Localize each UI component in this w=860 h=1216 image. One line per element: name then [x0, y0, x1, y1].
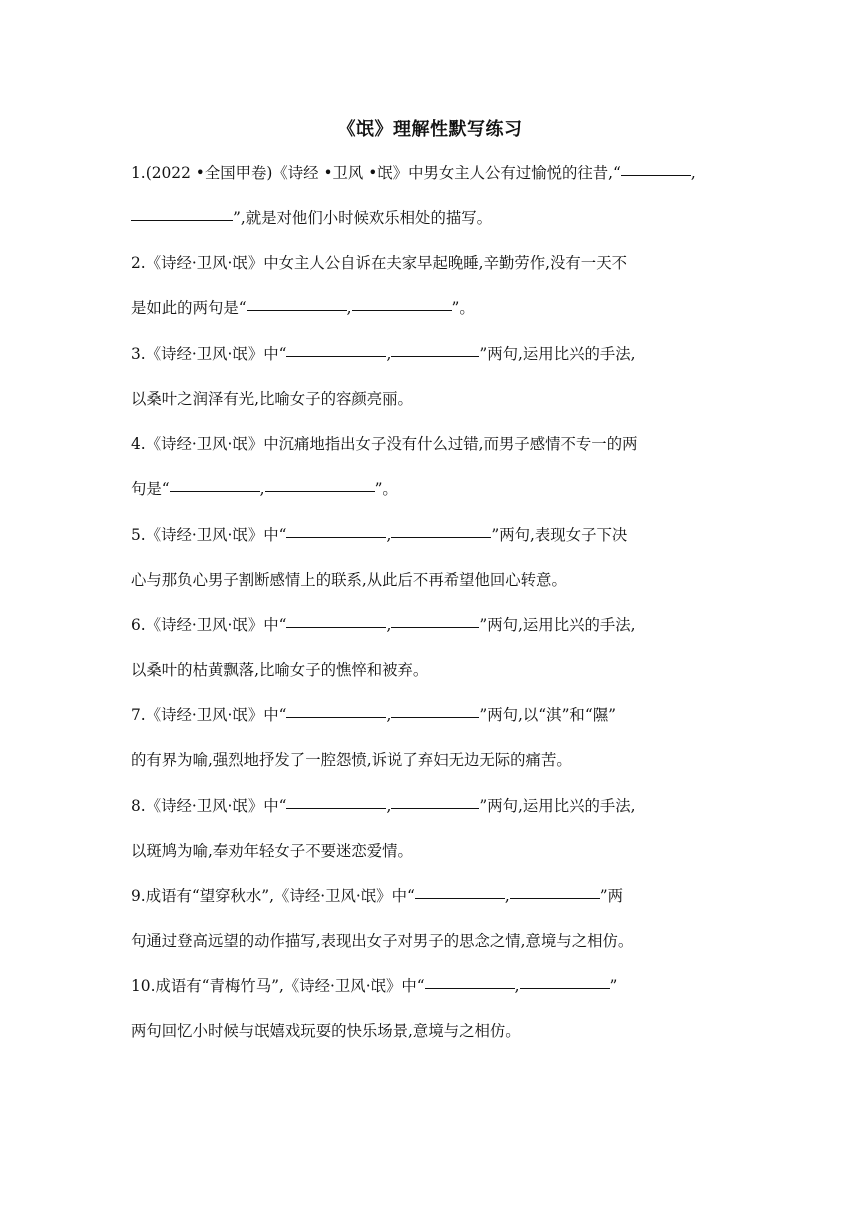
answer-blank[interactable] — [415, 880, 505, 899]
answer-blank[interactable] — [286, 338, 386, 357]
answer-blank[interactable] — [286, 609, 386, 628]
question-line — [131, 332, 731, 377]
question-text: 是如此的两句是“ — [131, 299, 247, 317]
answer-blank[interactable] — [391, 519, 491, 538]
blank-separator: , — [386, 616, 392, 634]
question-line — [131, 829, 731, 874]
question-number: 2. — [131, 254, 146, 272]
question-10 — [131, 964, 731, 1054]
question-text: ”两句,以“淇”和“隰” — [479, 706, 616, 724]
answer-blank[interactable] — [286, 699, 386, 718]
question-text: (2022 •全国甲卷)《诗经 •卫风 •氓》中男女主人公有过愉悦的往昔,“ — [145, 164, 621, 182]
blank-separator: , — [504, 887, 510, 905]
question-line — [131, 286, 731, 331]
question-line — [131, 422, 731, 467]
question-line — [131, 738, 731, 783]
question-text: ”两句,运用比兴的手法, — [479, 616, 636, 634]
question-5 — [131, 513, 731, 603]
question-3 — [131, 332, 731, 422]
question-9 — [131, 874, 731, 964]
question-line — [131, 377, 731, 422]
blank-separator: , — [386, 797, 392, 815]
blank-separator: , — [386, 526, 392, 544]
page-title: 《氓》理解性默写练习 — [337, 119, 523, 140]
answer-blank[interactable] — [286, 519, 386, 538]
question-text: ”。 — [374, 480, 398, 498]
question-line — [131, 467, 731, 512]
answer-blank[interactable] — [425, 970, 515, 989]
answer-blank[interactable] — [520, 970, 610, 989]
question-text: ”两句,运用比兴的手法, — [479, 797, 636, 815]
question-line — [131, 1009, 731, 1054]
question-text: ”,就是对他们小时候欢乐相处的描写。 — [233, 209, 493, 227]
question-line — [131, 874, 731, 919]
question-text: 《诗经·卫风·氓》中“ — [145, 345, 287, 363]
question-text: 《诗经·卫风·氓》中“ — [145, 706, 287, 724]
question-text: 句通过登高远望的动作描写,表现出女子对男子的思念之情,意境与之相仿。 — [131, 932, 634, 950]
question-text: ”两句,运用比兴的手法, — [479, 345, 636, 363]
question-number: 1. — [131, 164, 146, 182]
answer-blank[interactable] — [131, 202, 233, 221]
question-line — [131, 196, 731, 241]
question-text: 《诗经·卫风·氓》中“ — [145, 616, 287, 634]
answer-blank[interactable] — [510, 880, 600, 899]
blank-separator: , — [386, 706, 392, 724]
question-text: 的有界为喻,强烈地抒发了一腔怨愤,诉说了弃妇无边无际的痛苦。 — [131, 751, 572, 769]
question-2 — [131, 241, 731, 331]
question-number: 10. — [131, 977, 156, 995]
answer-blank[interactable] — [265, 473, 375, 492]
answer-blank[interactable] — [352, 292, 452, 311]
answer-blank[interactable] — [170, 473, 260, 492]
question-4 — [131, 422, 731, 512]
question-line — [131, 693, 731, 738]
question-text: 以桑叶的枯黄飘落,比喻女子的憔悴和被弃。 — [131, 661, 429, 679]
question-number: 7. — [131, 706, 146, 724]
question-line — [131, 784, 731, 829]
question-number: 6. — [131, 616, 146, 634]
blank-separator: , — [346, 299, 352, 317]
question-text: 《诗经·卫风·氓》中“ — [145, 526, 287, 544]
question-text: 句是“ — [131, 480, 170, 498]
question-line — [131, 151, 731, 196]
question-text: 《诗经·卫风·氓》中“ — [145, 797, 287, 815]
question-text: 以桑叶之润泽有光,比喻女子的容颜亮丽。 — [131, 390, 413, 408]
answer-blank[interactable] — [391, 338, 479, 357]
question-number: 3. — [131, 345, 146, 363]
question-1 — [131, 151, 731, 241]
answer-blank[interactable] — [391, 699, 479, 718]
question-line — [131, 558, 731, 603]
question-line — [131, 648, 731, 693]
question-number: 5. — [131, 526, 146, 544]
answer-blank[interactable] — [247, 292, 347, 311]
question-8 — [131, 784, 731, 874]
question-text: ”两 — [599, 887, 624, 905]
question-text: 成语有“望穿秋水”,《诗经·卫风·氓》中“ — [145, 887, 415, 905]
answer-blank[interactable] — [391, 609, 479, 628]
question-text: , — [690, 164, 696, 182]
question-number: 8. — [131, 797, 146, 815]
blank-separator: , — [259, 480, 265, 498]
question-text: ”两句,表现女子下决 — [491, 526, 628, 544]
question-line — [131, 603, 731, 648]
question-number: 9. — [131, 887, 146, 905]
question-text: 《诗经·卫风·氓》中女主人公自诉在夫家早起晚睡,辛勤劳作,没有一天不 — [145, 254, 627, 272]
question-line — [131, 513, 731, 558]
answer-blank[interactable] — [621, 157, 691, 176]
question-number: 4. — [131, 435, 146, 453]
blank-separator: , — [386, 345, 392, 363]
question-text: 成语有“青梅竹马”,《诗经·卫风·氓》中“ — [155, 977, 425, 995]
question-line — [131, 241, 731, 286]
question-6 — [131, 603, 731, 693]
question-7 — [131, 693, 731, 783]
question-line — [131, 919, 731, 964]
question-text: ” — [609, 977, 618, 995]
question-text: 心与那负心男子割断感情上的联系,从此后不再希望他回心转意。 — [131, 571, 567, 589]
question-text: 两句回忆小时候与氓嬉戏玩耍的快乐场景,意境与之相仿。 — [131, 1022, 521, 1040]
question-text: 以斑鸠为喻,奉劝年轻女子不要迷恋爱情。 — [131, 842, 413, 860]
question-text: ”。 — [451, 299, 475, 317]
blank-separator: , — [514, 977, 520, 995]
answer-blank[interactable] — [286, 790, 386, 809]
question-text: 《诗经·卫风·氓》中沉痛地指出女子没有什么过错,而男子感情不专一的两 — [145, 435, 638, 453]
answer-blank[interactable] — [391, 790, 479, 809]
question-line — [131, 964, 731, 1009]
